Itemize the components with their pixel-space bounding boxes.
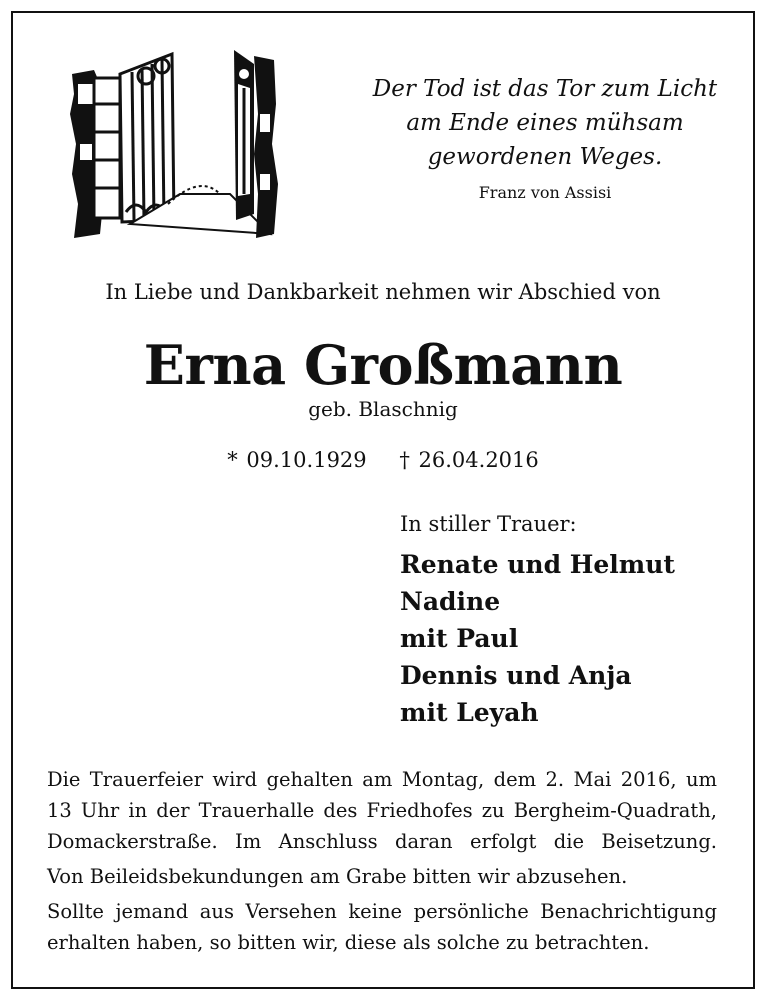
mourner-name: mit Leyah [400,698,539,727]
open-gate-illustration [70,44,280,240]
intro-text: In Liebe und Dankbarkeit nehmen wir Abschied von [105,280,661,304]
ceremony-line: Domackerstraße. Im Anschluss daran erfolgt die Beisetzung. [47,830,717,853]
mourners-label: In stiller Trauer: [400,512,577,536]
mourners-list [400,546,675,731]
ceremony-line: Die Trauerfeier wird gehalten am Montag, dem 2. Mai 2016, um [47,768,717,791]
mourner-name: Nadine [400,587,501,616]
quote [370,72,720,174]
quote-line: gewordenen Weges. [427,144,663,170]
birth-date: * 09.10.1929 [227,448,367,472]
notification-line: erhalten haben, so bitten wir, diese als solche zu betrachten. [47,931,650,954]
quote-line: Der Tod ist das Tor zum Licht [372,76,718,102]
deceased-name: Erna Großmann [143,333,623,397]
ceremony-paragraph [47,764,717,857]
death-date: † 26.04.2016 [399,448,539,472]
mourner-name: Dennis und Anja [400,661,632,690]
notification-line: Sollte jemand aus Versehen keine persönliche Benachrichtigung [47,900,717,923]
life-dates [0,448,766,472]
ceremony-line: 13 Uhr in der Trauerhalle des Friedhofes zu Bergheim-Quadrath, [47,799,717,822]
funeral-notice [47,764,717,962]
notification-paragraph [47,896,717,958]
quote-line: am Ende eines mühsam [406,110,684,136]
mourner-name: Renate und Helmut [400,550,675,579]
quote-author: Franz von Assisi [478,183,612,202]
condolences-paragraph: Von Beileidsbekundungen am Grabe bitten wir abzusehen. [47,865,628,888]
mourner-name: mit Paul [400,624,519,653]
maiden-name: geb. Blaschnig [308,397,458,421]
